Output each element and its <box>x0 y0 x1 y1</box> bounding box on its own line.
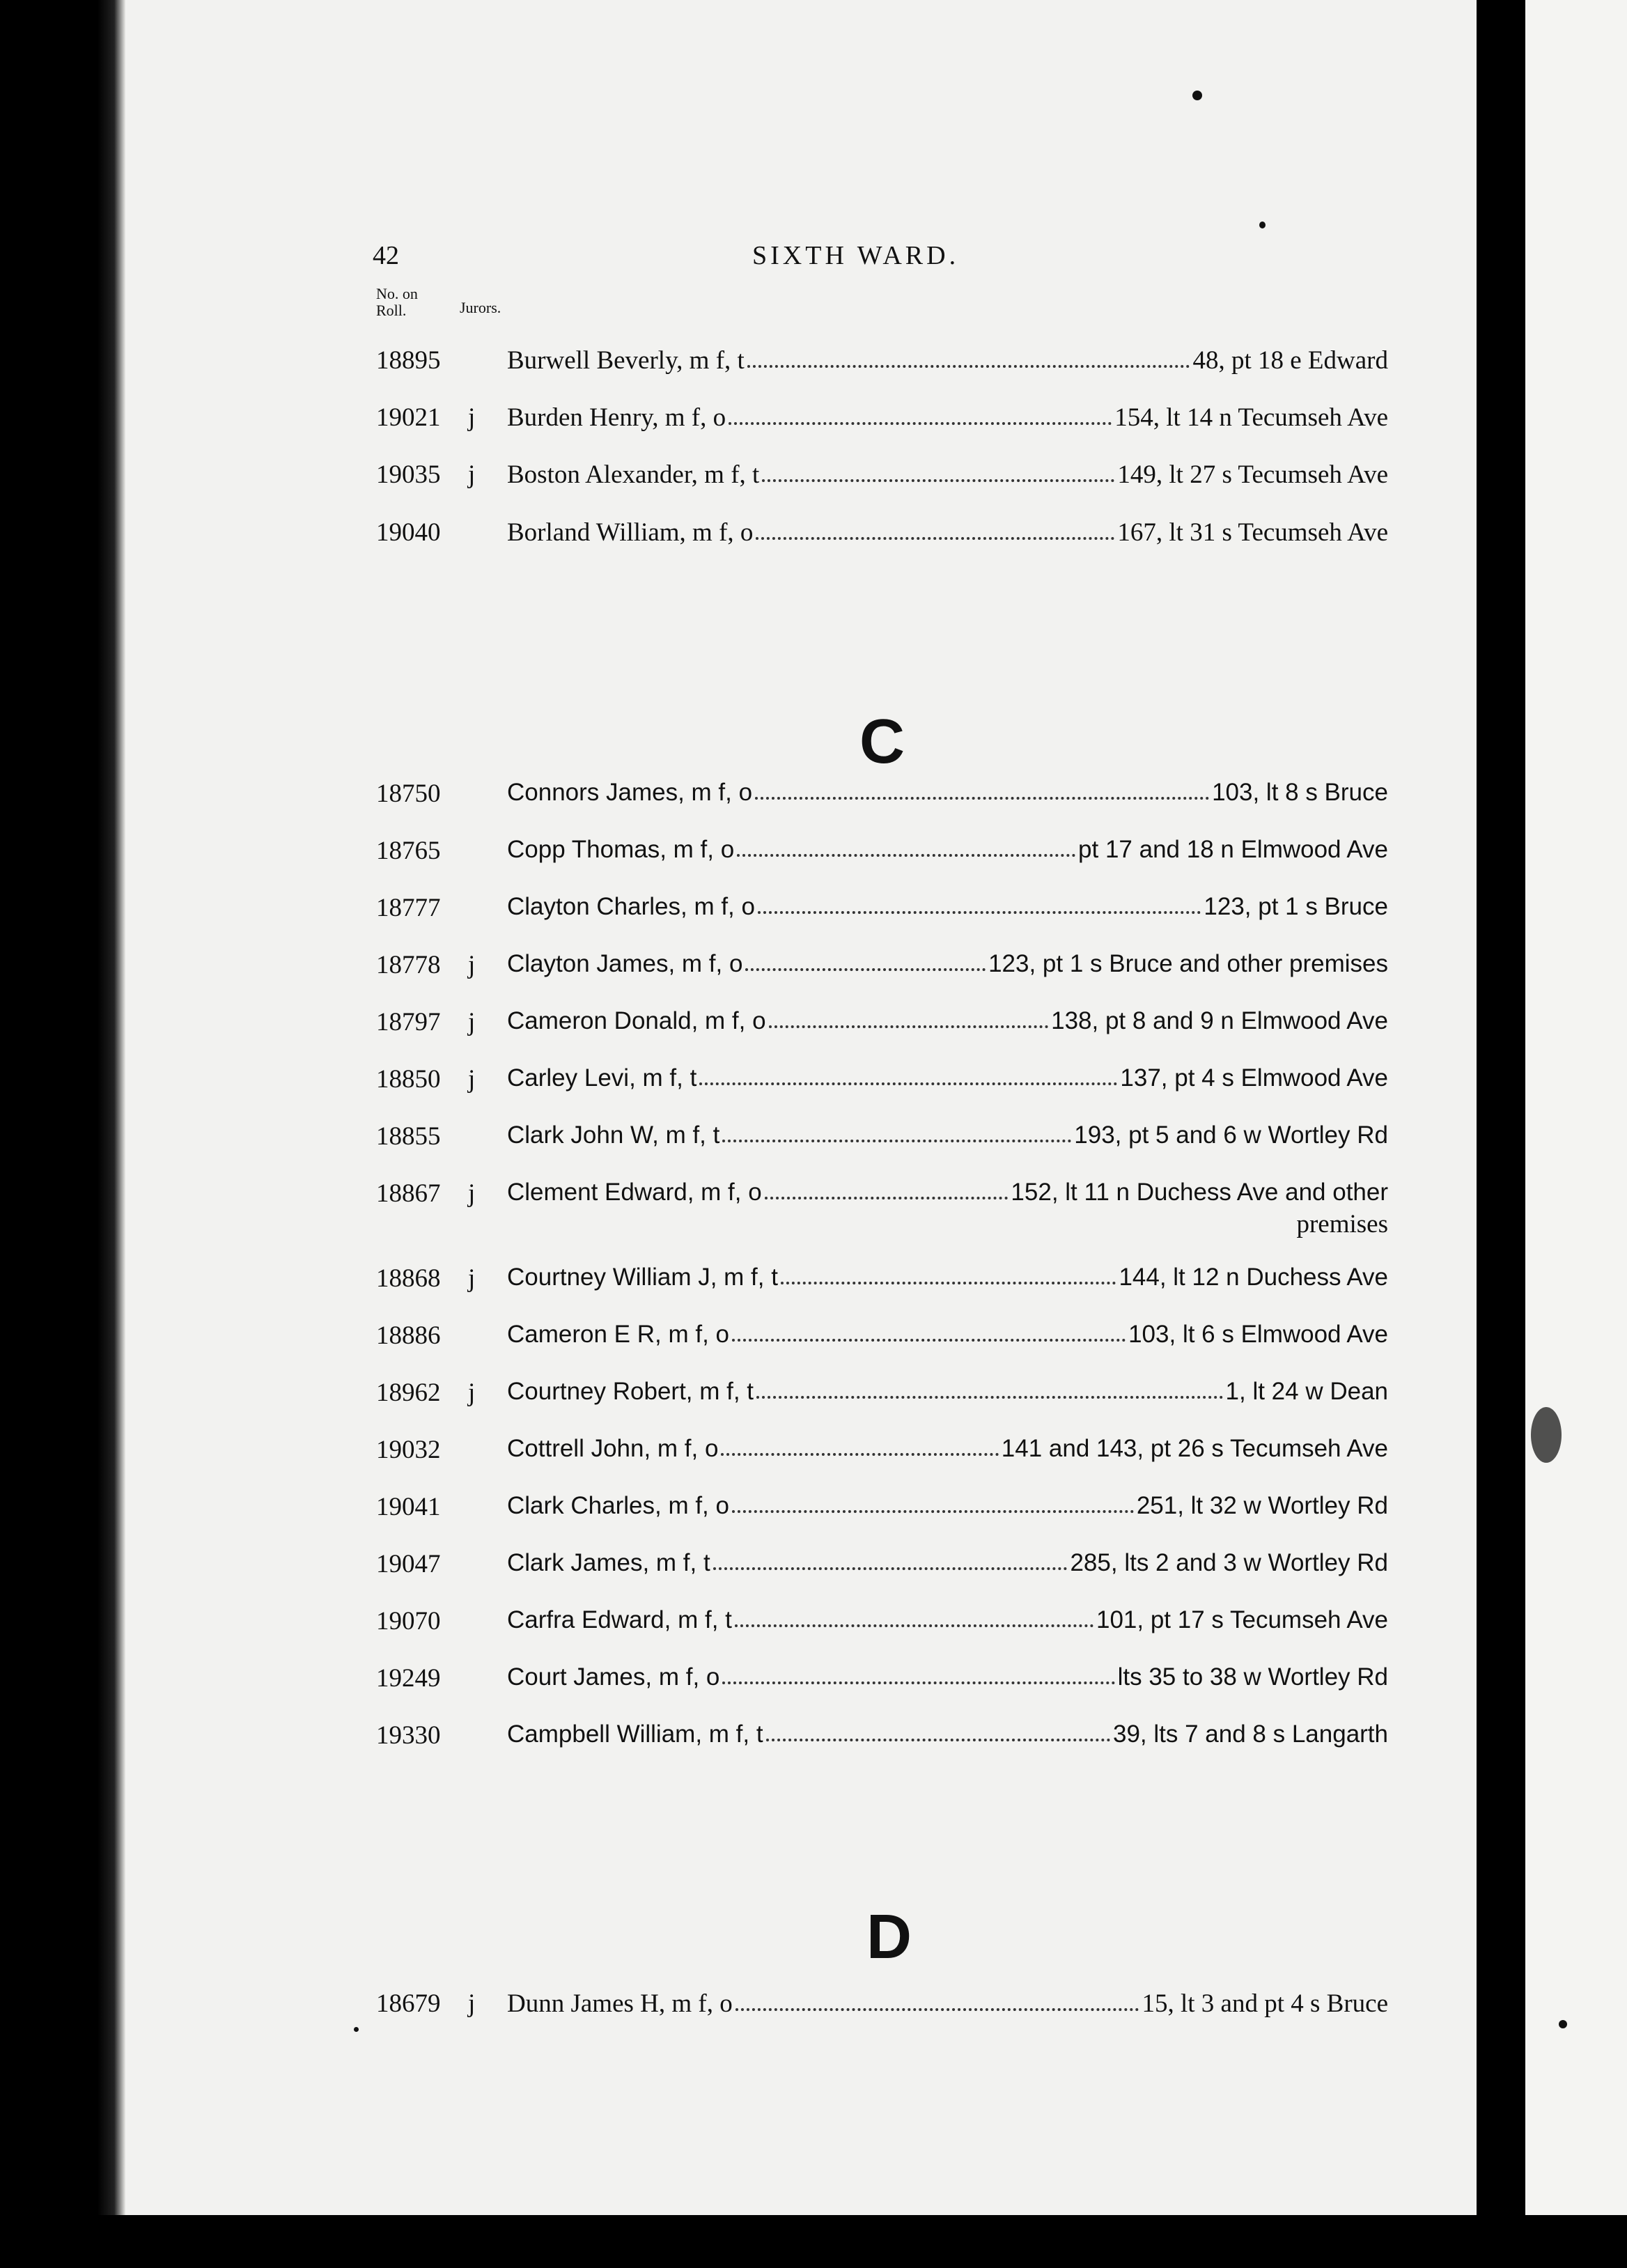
dot-leader <box>781 1282 1116 1284</box>
property-location: 251, lt 32 w Wortley Rd <box>1136 1492 1388 1519</box>
property-location: 149, lt 27 s Tecumseh Ave <box>1117 460 1388 489</box>
jurors-heading: Jurors. <box>460 299 501 316</box>
voter-name: Clark James, m f, t <box>507 1549 710 1576</box>
voter-name: Clayton James, m f, o <box>507 950 743 977</box>
property-location: 39, lts 7 and 8 s Langarth <box>1113 1721 1388 1748</box>
list-entry <box>0 1064 1627 1106</box>
roll-number: 19041 <box>376 1493 441 1521</box>
dot-leader <box>762 479 1114 482</box>
voter-name: Campbell William, m f, t <box>507 1721 763 1748</box>
roll-number: 18778 <box>376 951 441 979</box>
juror-mark: j <box>468 1264 476 1293</box>
dot-leader <box>745 968 986 971</box>
list-entry <box>0 518 1627 559</box>
property-location: 123, pt 1 s Bruce and other premises <box>988 950 1388 977</box>
property-location: 103, lt 8 s Bruce <box>1212 779 1388 806</box>
juror-mark: j <box>468 1378 476 1407</box>
list-entry <box>0 1007 1627 1049</box>
dot-leader <box>756 537 1114 540</box>
voter-name: Borland William, m f, o <box>507 518 754 547</box>
dot-leader <box>735 2008 1139 2011</box>
juror-mark: j <box>468 1008 476 1036</box>
property-location: 167, lt 31 s Tecumseh Ave <box>1117 518 1388 547</box>
roll-number: 19040 <box>376 518 441 547</box>
scan-bottom-border <box>0 2215 1627 2268</box>
voter-name: Clayton Charles, m f, o <box>507 893 755 920</box>
running-head: SIXTH WARD. <box>752 241 960 270</box>
location-continuation: premises <box>1296 1210 1388 1238</box>
dot-leader <box>732 1510 1134 1513</box>
juror-mark: j <box>468 403 476 432</box>
dot-leader <box>729 422 1112 425</box>
dot-leader <box>758 911 1201 914</box>
roll-number: 18797 <box>376 1008 441 1036</box>
list-entry <box>0 1435 1627 1477</box>
juror-mark: j <box>468 1179 476 1208</box>
roll-number: 18855 <box>376 1122 441 1151</box>
property-location: 152, lt 11 n Duchess Ave and other <box>1011 1179 1388 1206</box>
ink-fleck <box>1192 91 1202 100</box>
roll-number: 19035 <box>376 460 441 489</box>
list-entry <box>0 460 1627 502</box>
property-location: 141 and 143, pt 26 s Tecumseh Ave <box>1001 1435 1388 1462</box>
property-location: lts 35 to 38 w Wortley Rd <box>1117 1663 1388 1691</box>
list-entry <box>0 1378 1627 1420</box>
roll-number: 18765 <box>376 837 441 865</box>
dot-leader <box>766 1739 1110 1741</box>
voter-name: Court James, m f, o <box>507 1663 720 1691</box>
list-entry <box>0 893 1627 935</box>
page-paper <box>111 0 1567 2229</box>
voter-name: Cameron Donald, m f, o <box>507 1007 766 1034</box>
property-location: pt 17 and 18 n Elmwood Ave <box>1078 836 1388 863</box>
list-entry <box>0 1663 1627 1705</box>
list-entry <box>0 779 1627 821</box>
section-letter-c: C <box>859 707 905 777</box>
roll-number: 18777 <box>376 894 441 922</box>
no-on-roll-heading: No. on Roll. <box>376 285 418 319</box>
property-location: 138, pt 8 and 9 n Elmwood Ave <box>1051 1007 1388 1034</box>
dot-leader <box>737 854 1075 857</box>
property-location: 1, lt 24 w Dean <box>1225 1378 1388 1405</box>
list-entry <box>0 1989 1627 2030</box>
property-location: 137, pt 4 s Elmwood Ave <box>1120 1064 1388 1092</box>
dot-leader <box>747 365 1190 368</box>
list-entry <box>0 1492 1627 1534</box>
column-headings <box>376 285 501 319</box>
voter-name: Clement Edward, m f, o <box>507 1179 762 1206</box>
voter-name: Cottrell John, m f, o <box>507 1435 719 1462</box>
roll-number: 18895 <box>376 346 441 375</box>
list-entry <box>0 1606 1627 1648</box>
voter-name: Clark John W, m f, t <box>507 1121 720 1149</box>
property-location: 154, lt 14 n Tecumseh Ave <box>1114 403 1388 432</box>
page-header <box>0 240 1627 282</box>
dot-leader <box>713 1567 1068 1570</box>
juror-mark: j <box>468 951 476 979</box>
voter-name: Burden Henry, m f, o <box>507 403 726 432</box>
voter-name: Carley Levi, m f, t <box>507 1064 697 1092</box>
dot-leader <box>722 1140 1071 1142</box>
roll-number: 18679 <box>376 1989 441 2018</box>
roll-number: 18886 <box>376 1321 441 1350</box>
section-letter-d: D <box>866 1902 912 1972</box>
roll-number: 18962 <box>376 1378 441 1407</box>
property-location: 144, lt 12 n Duchess Ave <box>1119 1264 1388 1291</box>
property-location: 123, pt 1 s Bruce <box>1204 893 1388 920</box>
voter-name: Dunn James H, m f, o <box>507 1989 733 2018</box>
roll-number: 18750 <box>376 779 441 808</box>
property-location: 285, lts 2 and 3 w Wortley Rd <box>1070 1549 1388 1576</box>
list-entry <box>0 1179 1627 1248</box>
voter-name: Courtney Robert, m f, t <box>507 1378 754 1405</box>
property-location: 48, pt 18 e Edward <box>1192 346 1388 375</box>
voter-name: Copp Thomas, m f, o <box>507 836 735 863</box>
roll-number: 18850 <box>376 1065 441 1094</box>
roll-number: 19032 <box>376 1436 441 1464</box>
roll-number: 19249 <box>376 1664 441 1693</box>
roll-number: 19070 <box>376 1607 441 1636</box>
roll-number: 18867 <box>376 1179 441 1208</box>
juror-mark: j <box>468 1065 476 1094</box>
roll-number: 18868 <box>376 1264 441 1293</box>
list-entry <box>0 403 1627 444</box>
voter-name: Boston Alexander, m f, t <box>507 460 760 489</box>
juror-mark: j <box>468 460 476 489</box>
roll-number: 19047 <box>376 1550 441 1578</box>
dot-leader <box>755 797 1209 800</box>
list-entry <box>0 1121 1627 1163</box>
list-entry <box>0 1721 1627 1762</box>
property-location: 103, lt 6 s Elmwood Ave <box>1128 1321 1388 1348</box>
voter-name: Cameron E R, m f, o <box>507 1321 729 1348</box>
dot-leader <box>732 1339 1126 1342</box>
page-number: 42 <box>373 241 399 270</box>
property-location: 15, lt 3 and pt 4 s Bruce <box>1142 1989 1388 2018</box>
voter-name: Courtney William J, m f, t <box>507 1264 778 1291</box>
dot-leader <box>756 1396 1223 1399</box>
voter-name: Carfra Edward, m f, t <box>507 1606 732 1633</box>
property-location: 101, pt 17 s Tecumseh Ave <box>1096 1606 1388 1633</box>
ink-fleck <box>1259 222 1266 228</box>
dot-leader <box>721 1453 998 1456</box>
roll-number: 19330 <box>376 1721 441 1750</box>
dot-leader <box>769 1025 1049 1028</box>
property-location: 193, pt 5 and 6 w Wortley Rd <box>1074 1121 1388 1149</box>
voter-name: Connors James, m f, o <box>507 779 753 806</box>
juror-mark: j <box>468 1989 476 2018</box>
list-entry <box>0 1321 1627 1362</box>
list-entry <box>0 1549 1627 1591</box>
list-entry <box>0 345 1627 387</box>
voter-name: Clark Charles, m f, o <box>507 1492 729 1519</box>
dot-leader <box>765 1197 1009 1199</box>
dot-leader <box>735 1624 1093 1627</box>
list-entry <box>0 836 1627 878</box>
voter-name: Burwell Beverly, m f, t <box>507 346 745 375</box>
dot-leader <box>722 1681 1114 1684</box>
dot-leader <box>699 1082 1117 1085</box>
list-entry <box>0 1264 1627 1305</box>
list-entry <box>0 950 1627 992</box>
roll-number: 19021 <box>376 403 441 432</box>
